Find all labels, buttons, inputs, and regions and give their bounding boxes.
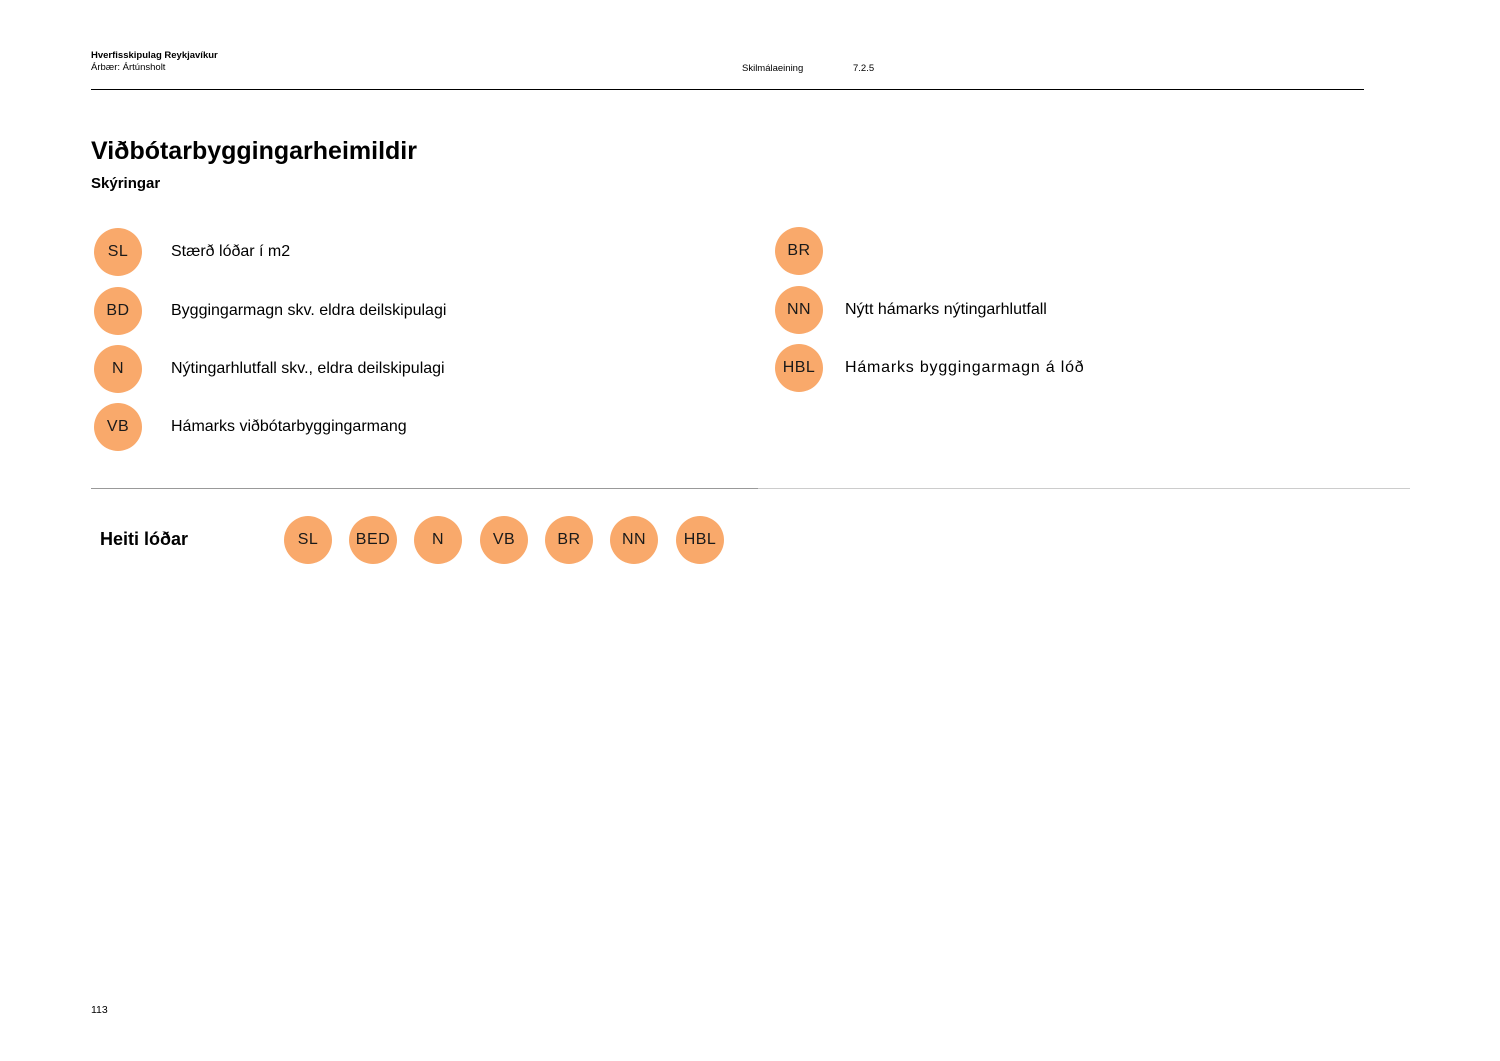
- section-divider: [91, 488, 758, 489]
- header-rule: [91, 89, 1364, 90]
- column-header-br: BR: [545, 516, 593, 564]
- legend-label-hbl: Hámarks byggingarmagn á lóð: [845, 359, 1085, 376]
- column-header-n: N: [414, 516, 462, 564]
- legend-badge-bd: BD: [94, 287, 142, 335]
- column-header-vb: VB: [480, 516, 528, 564]
- column-header-hbl: HBL: [676, 516, 724, 564]
- section-divider-right: [758, 488, 1410, 489]
- legend-badge-nn: NN: [775, 286, 823, 334]
- legend-badge-vb: VB: [94, 403, 142, 451]
- legend-label-nn: Nýtt hámarks nýtingarhlutfall: [845, 301, 1047, 318]
- legend-label-sl: Stærð lóðar í m2: [171, 243, 291, 260]
- document-area-subtitle: Árbær: Ártúnsholt: [91, 62, 166, 73]
- page-number: 113: [91, 1004, 108, 1016]
- legend-badge-br: BR: [775, 227, 823, 275]
- column-header-bed: BED: [349, 516, 397, 564]
- lot-name-header: Heiti lóðar: [100, 529, 189, 549]
- document-series-title: Hverfisskipulag Reykjavíkur: [91, 50, 218, 61]
- section-label: Skilmálaeining: [742, 63, 804, 74]
- legend-badge-hbl: HBL: [775, 344, 823, 392]
- legend-heading: Skýringar: [91, 175, 161, 192]
- column-header-sl: SL: [284, 516, 332, 564]
- legend-label-bd: Byggingarmagn skv. eldra deilskipulagi: [171, 302, 447, 319]
- legend-label-n: Nýtingarhlutfall skv., eldra deilskipulagi: [171, 360, 445, 377]
- legend-label-vb: Hámarks viðbótarbyggingarmang: [171, 418, 407, 435]
- section-number: 7.2.5: [853, 63, 875, 74]
- column-header-nn: NN: [610, 516, 658, 564]
- page-title: Viðbótarbyggingarheimildir: [91, 137, 417, 165]
- legend-badge-n: N: [94, 345, 142, 393]
- legend-badge-sl: SL: [94, 228, 142, 276]
